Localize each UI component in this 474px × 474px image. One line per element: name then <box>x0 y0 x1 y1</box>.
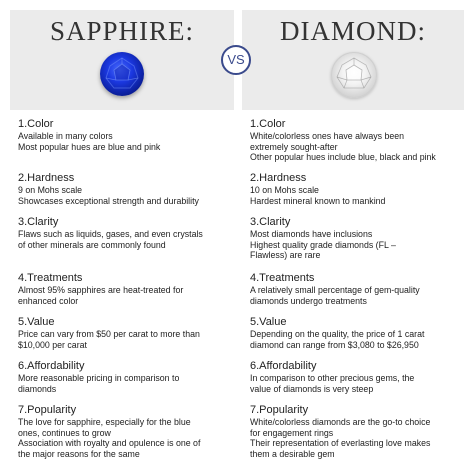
section-text: Price can vary from $50 per carat to more than $10,000 per carat <box>18 329 200 350</box>
section-title: 3.Clarity <box>18 216 59 228</box>
section-text: White/colorless diamonds are the go-to choice for engagement rings Their representation of everlasting love makes them a desirable gem <box>250 417 431 459</box>
section-title: 5.Value <box>250 316 287 328</box>
diamond-treatments-section <box>250 273 460 306</box>
diamond-popularity-section <box>250 405 460 459</box>
section-text: Most diamonds have inclusions Highest quality grade diamonds (FL – Flawless) are rare <box>250 229 396 260</box>
section-title: 4.Treatments <box>250 272 315 284</box>
sapphire-title: SAPPHIRE: <box>49 16 195 46</box>
section-text: More reasonable pricing in comparison to diamonds <box>18 373 180 394</box>
sapphire-clarity-section <box>18 217 230 250</box>
diamond-color-section <box>250 119 460 163</box>
diamond-affordability-section <box>250 361 460 394</box>
sapphire-header <box>10 10 234 110</box>
section-title: 2.Hardness <box>250 172 307 184</box>
section-text: Depending on the quality, the price of 1 carat diamond can range from $3,080 to $26,950 <box>250 329 425 350</box>
section-title: 6.Affordability <box>18 360 85 372</box>
sapphire-color-section <box>18 119 230 152</box>
diamond-hardness-section <box>250 173 460 206</box>
sapphire-affordability-section <box>18 361 230 394</box>
section-title: 1.Color <box>18 118 54 130</box>
sapphire-gem-image <box>100 52 144 96</box>
sapphire-popularity-section <box>18 405 230 459</box>
section-title: 2.Hardness <box>18 172 75 184</box>
section-title: 3.Clarity <box>250 216 291 228</box>
section-text: The love for sapphire, especially for the blue ones, continues to grow Association with royalty and opulence is one of the major reasons for the same <box>18 417 201 459</box>
sapphire-hardness-section <box>18 173 230 206</box>
sapphire-panel <box>10 10 234 474</box>
section-text: Available in many colors Most popular hues are blue and pink <box>18 131 161 152</box>
vs-badge: VS <box>221 45 251 75</box>
diamond-panel <box>242 10 464 474</box>
diamond-details <box>242 110 464 474</box>
diamond-value-section <box>250 317 460 350</box>
diamond-header <box>242 10 464 110</box>
section-title: 7.Popularity <box>18 404 77 416</box>
sapphire-value-section <box>18 317 230 350</box>
section-title: 7.Popularity <box>250 404 309 416</box>
section-text: White/colorless ones have always been extremely sought-after Other popular hues include blue, black and pink <box>250 131 436 162</box>
section-text: In comparison to other precious gems, the value of diamonds is very steep <box>250 373 415 394</box>
sapphire-treatments-section <box>18 273 230 306</box>
section-text: Flaws such as liquids, gases, and even crystals of other minerals are commonly found <box>18 229 203 250</box>
sapphire-details <box>10 110 234 474</box>
section-title: 4.Treatments <box>18 272 83 284</box>
diamond-title: DIAMOND: <box>280 16 426 46</box>
section-title: 6.Affordability <box>250 360 317 372</box>
section-text: 9 on Mohs scale Showcases exceptional strength and durability <box>18 185 199 206</box>
section-title: 5.Value <box>18 316 55 328</box>
section-text: 10 on Mohs scale Hardest mineral known to mankind <box>250 185 386 206</box>
diamond-clarity-section <box>250 217 460 261</box>
section-title: 1.Color <box>250 118 286 130</box>
section-text: Almost 95% sapphires are heat-treated for enhanced color <box>18 285 184 306</box>
section-text: A relatively small percentage of gem-quality diamonds undergo treatments <box>250 285 420 306</box>
diamond-gem-image <box>331 52 377 98</box>
